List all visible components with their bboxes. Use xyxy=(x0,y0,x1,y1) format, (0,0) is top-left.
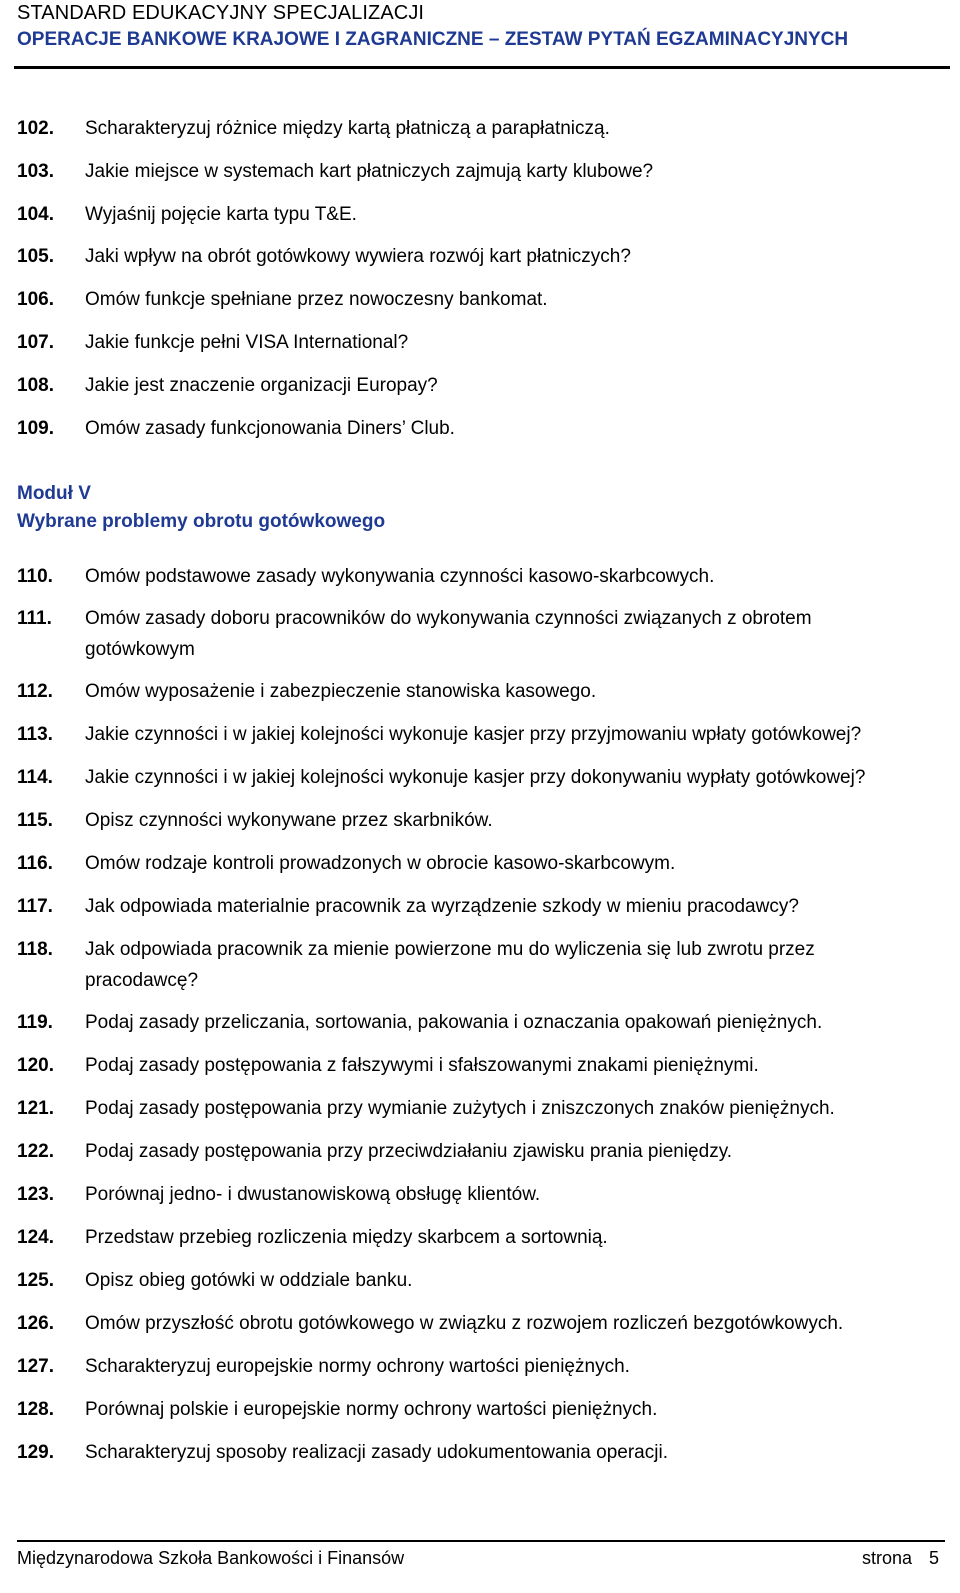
question-text: Omów funkcje spełniane przez nowoczesny bankomat. xyxy=(85,289,548,310)
question-number: 104. xyxy=(17,204,54,225)
question-number: 121. xyxy=(17,1098,54,1119)
question-text: Omów zasady doboru pracowników do wykonywania czynności związanych z obrotem gotówkowym xyxy=(85,608,812,660)
question-number: 128. xyxy=(17,1399,54,1420)
question-number: 123. xyxy=(17,1184,54,1205)
question-number: 114. xyxy=(17,767,53,788)
question-number: 107. xyxy=(17,332,54,353)
question-text: Jak odpowiada pracownik za mienie powierzone mu do wyliczenia się lub zwrotu przez pracodawcę? xyxy=(85,939,815,991)
question-number: 103. xyxy=(17,161,54,182)
question-number: 115. xyxy=(17,810,53,831)
question-text: Jakie czynności i w jakiej kolejności wykonuje kasjer przy dokonywaniu wypłaty gotówkowej? xyxy=(85,767,866,788)
page-header xyxy=(0,0,960,68)
question-text: Jakie czynności i w jakiej kolejności wykonuje kasjer przy przyjmowaniu wpłaty gotówkowej? xyxy=(85,724,862,745)
question-text: Omów wyposażenie i zabezpieczenie stanowiska kasowego. xyxy=(85,681,597,702)
question-text: Opisz czynności wykonywane przez skarbników. xyxy=(85,810,493,831)
question-text: Scharakteryzuj europejskie normy ochrony wartości pieniężnych. xyxy=(85,1356,630,1377)
footer-institution: Międzynarodowa Szkoła Bankowości i Finansów xyxy=(17,1548,405,1568)
section-subtitle: Wybrane problemy obrotu gotówkowego xyxy=(17,511,386,532)
section-title: Moduł V xyxy=(17,483,91,504)
question-text: Przedstaw przebieg rozliczenia między skarbcem a sortownią. xyxy=(85,1227,608,1248)
question-number: 106. xyxy=(17,289,54,310)
question-number: 127. xyxy=(17,1356,54,1377)
question-text: Porównaj jedno- i dwustanowiskową obsługę klientów. xyxy=(85,1184,541,1205)
question-text: Wyjaśnij pojęcie karta typu T&E. xyxy=(85,204,357,225)
question-text: Omów rodzaje kontroli prowadzonych w obrocie kasowo-skarbcowym. xyxy=(85,853,676,874)
question-number: 102. xyxy=(17,118,54,139)
question-number: 120. xyxy=(17,1055,54,1076)
question-text: Podaj zasady postępowania przy przeciwdziałaniu zjawisku prania pieniędzy. xyxy=(85,1141,733,1162)
question-text: Omów zasady funkcjonowania Diners’ Club. xyxy=(85,418,455,439)
question-number: 113. xyxy=(17,724,53,745)
question-number: 119. xyxy=(17,1012,53,1033)
question-text: Jakie funkcje pełni VISA International? xyxy=(85,332,409,353)
question-number: 112. xyxy=(17,681,53,702)
question-number: 108. xyxy=(17,375,54,396)
page-footer xyxy=(17,1540,945,1570)
question-number: 110. xyxy=(17,566,53,587)
question-text: Podaj zasady przeliczania, sortowania, pakowania i oznaczania opakowań pieniężnych. xyxy=(85,1012,823,1033)
header-title: OPERACJE BANKOWE KRAJOWE I ZAGRANICZNE – ZESTAW PYTAŃ EGZAMINACYJNYCH xyxy=(17,29,849,50)
page-number: strona 5 xyxy=(861,1548,939,1568)
question-number: 109. xyxy=(17,418,54,439)
question-text: Jakie jest znaczenie organizacji Europay? xyxy=(85,375,438,396)
question-number: 124. xyxy=(17,1227,54,1248)
question-number: 105. xyxy=(17,246,54,267)
question-number: 117. xyxy=(17,896,53,917)
footer-divider xyxy=(17,1540,945,1542)
question-text: Omów podstawowe zasady wykonywania czynności kasowo-skarbcowych. xyxy=(85,566,715,587)
question-text: Podaj zasady postępowania przy wymianie zużytych i zniszczonych znaków pieniężnych. xyxy=(85,1098,835,1119)
question-number: 111. xyxy=(17,608,52,629)
question-text: Scharakteryzuj różnice między kartą płatniczą a parapłatniczą. xyxy=(85,118,610,139)
question-text: Porównaj polskie i europejskie normy ochrony wartości pieniężnych. xyxy=(85,1399,658,1420)
question-number: 116. xyxy=(17,853,53,874)
question-text: Jakie miejsce w systemach kart płatniczych zajmują karty klubowe? xyxy=(85,161,654,182)
question-number: 118. xyxy=(17,939,53,960)
question-text: Jaki wpływ na obrót gotówkowy wywiera rozwój kart płatniczych? xyxy=(85,246,631,267)
question-text: Podaj zasady postępowania z fałszywymi i sfałszowanymi znakami pieniężnymi. xyxy=(85,1055,759,1076)
header-divider xyxy=(14,66,950,69)
question-number: 122. xyxy=(17,1141,54,1162)
question-text: Scharakteryzuj sposoby realizacji zasady udokumentowania operacji. xyxy=(85,1442,668,1463)
header-specialization: STANDARD EDUKACYJNY SPECJALIZACJI xyxy=(17,2,425,24)
question-text: Jak odpowiada materialnie pracownik za wyrządzenie szkody w mieniu pracodawcy? xyxy=(85,896,799,917)
question-number: 125. xyxy=(17,1270,54,1291)
question-number: 126. xyxy=(17,1313,54,1334)
question-text: Opisz obieg gotówki w oddziale banku. xyxy=(85,1270,413,1291)
question-text: Omów przyszłość obrotu gotówkowego w związku z rozwojem rozliczeń bezgotówkowych. xyxy=(85,1313,844,1334)
question-number: 129. xyxy=(17,1442,54,1463)
